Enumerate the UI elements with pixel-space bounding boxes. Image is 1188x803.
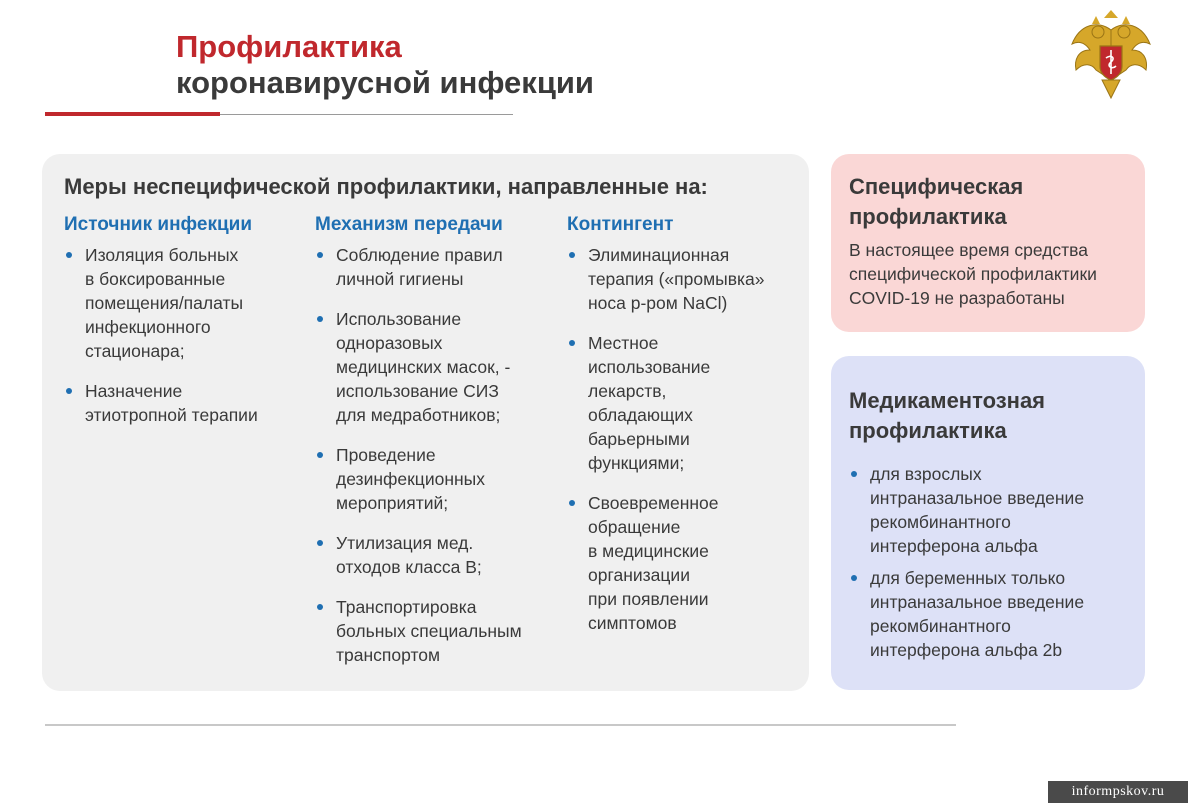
title-line-2: коронавирусной инфекции — [176, 65, 594, 100]
list-item: Утилизация мед. отходов класса В; — [315, 531, 555, 579]
column-contingent — [567, 214, 802, 651]
specific-prevention-title: Специфическая профилактика — [849, 174, 1024, 229]
column-infection-source — [64, 214, 304, 443]
nonspecific-prevention-panel — [42, 154, 809, 691]
list-item: Использование одноразовых медицинских масок, - использование СИЗ для медработников; — [315, 307, 555, 427]
title-underline-red — [45, 112, 220, 116]
drug-prevention-title: Медикаментозная профилактика — [849, 388, 1046, 443]
double-headed-eagle-emblem-icon — [1068, 10, 1154, 102]
drug-prevention-panel — [831, 356, 1145, 690]
title-underline-gray — [220, 114, 513, 115]
list-item: Изоляция больных в боксированные помещения/палаты инфекционного стационара; — [64, 243, 304, 363]
title-line-1: Профилактика — [176, 29, 402, 64]
list-item: Проведение дезинфекционных мероприятий; — [315, 443, 555, 515]
bullet-list — [849, 462, 1084, 670]
list-item: Транспортировка больных специальным транспортом — [315, 595, 555, 667]
nonspecific-heading: Меры неспецифической профилактики, направленные на: — [64, 174, 708, 199]
specific-prevention-text: В настоящее время средства специфической профилактики COVID-19 не разработаны — [849, 240, 1097, 308]
column-heading: Источник инфекции — [64, 214, 253, 235]
bullet-list — [64, 243, 304, 427]
footer-divider — [45, 724, 956, 726]
list-item: Назначение этиотропной терапии — [64, 379, 304, 427]
bullet-list — [567, 243, 802, 635]
list-item: для беременных только интраназальное введение рекомбинантного интерферона альфа 2b — [849, 566, 1084, 662]
column-heading: Механизм передачи — [315, 214, 503, 235]
specific-prevention-panel — [831, 154, 1145, 332]
column-transmission — [315, 214, 555, 683]
list-item: Соблюдение правил личной гигиены — [315, 243, 555, 291]
bullet-list — [315, 243, 555, 667]
list-item: Элиминационная терапия («промывка» носа р-ром NaCl) — [567, 243, 802, 315]
list-item: для взрослых интраназальное введение рекомбинантного интерферона альфа — [849, 462, 1084, 558]
watermark: informpskov.ru — [1048, 781, 1188, 803]
list-item: Местное использование лекарств, обладающих барьерными функциями; — [567, 331, 802, 475]
column-heading: Контингент — [567, 214, 674, 235]
list-item: Своевременное обращение в медицинские организации при появлении симптомов — [567, 491, 802, 635]
